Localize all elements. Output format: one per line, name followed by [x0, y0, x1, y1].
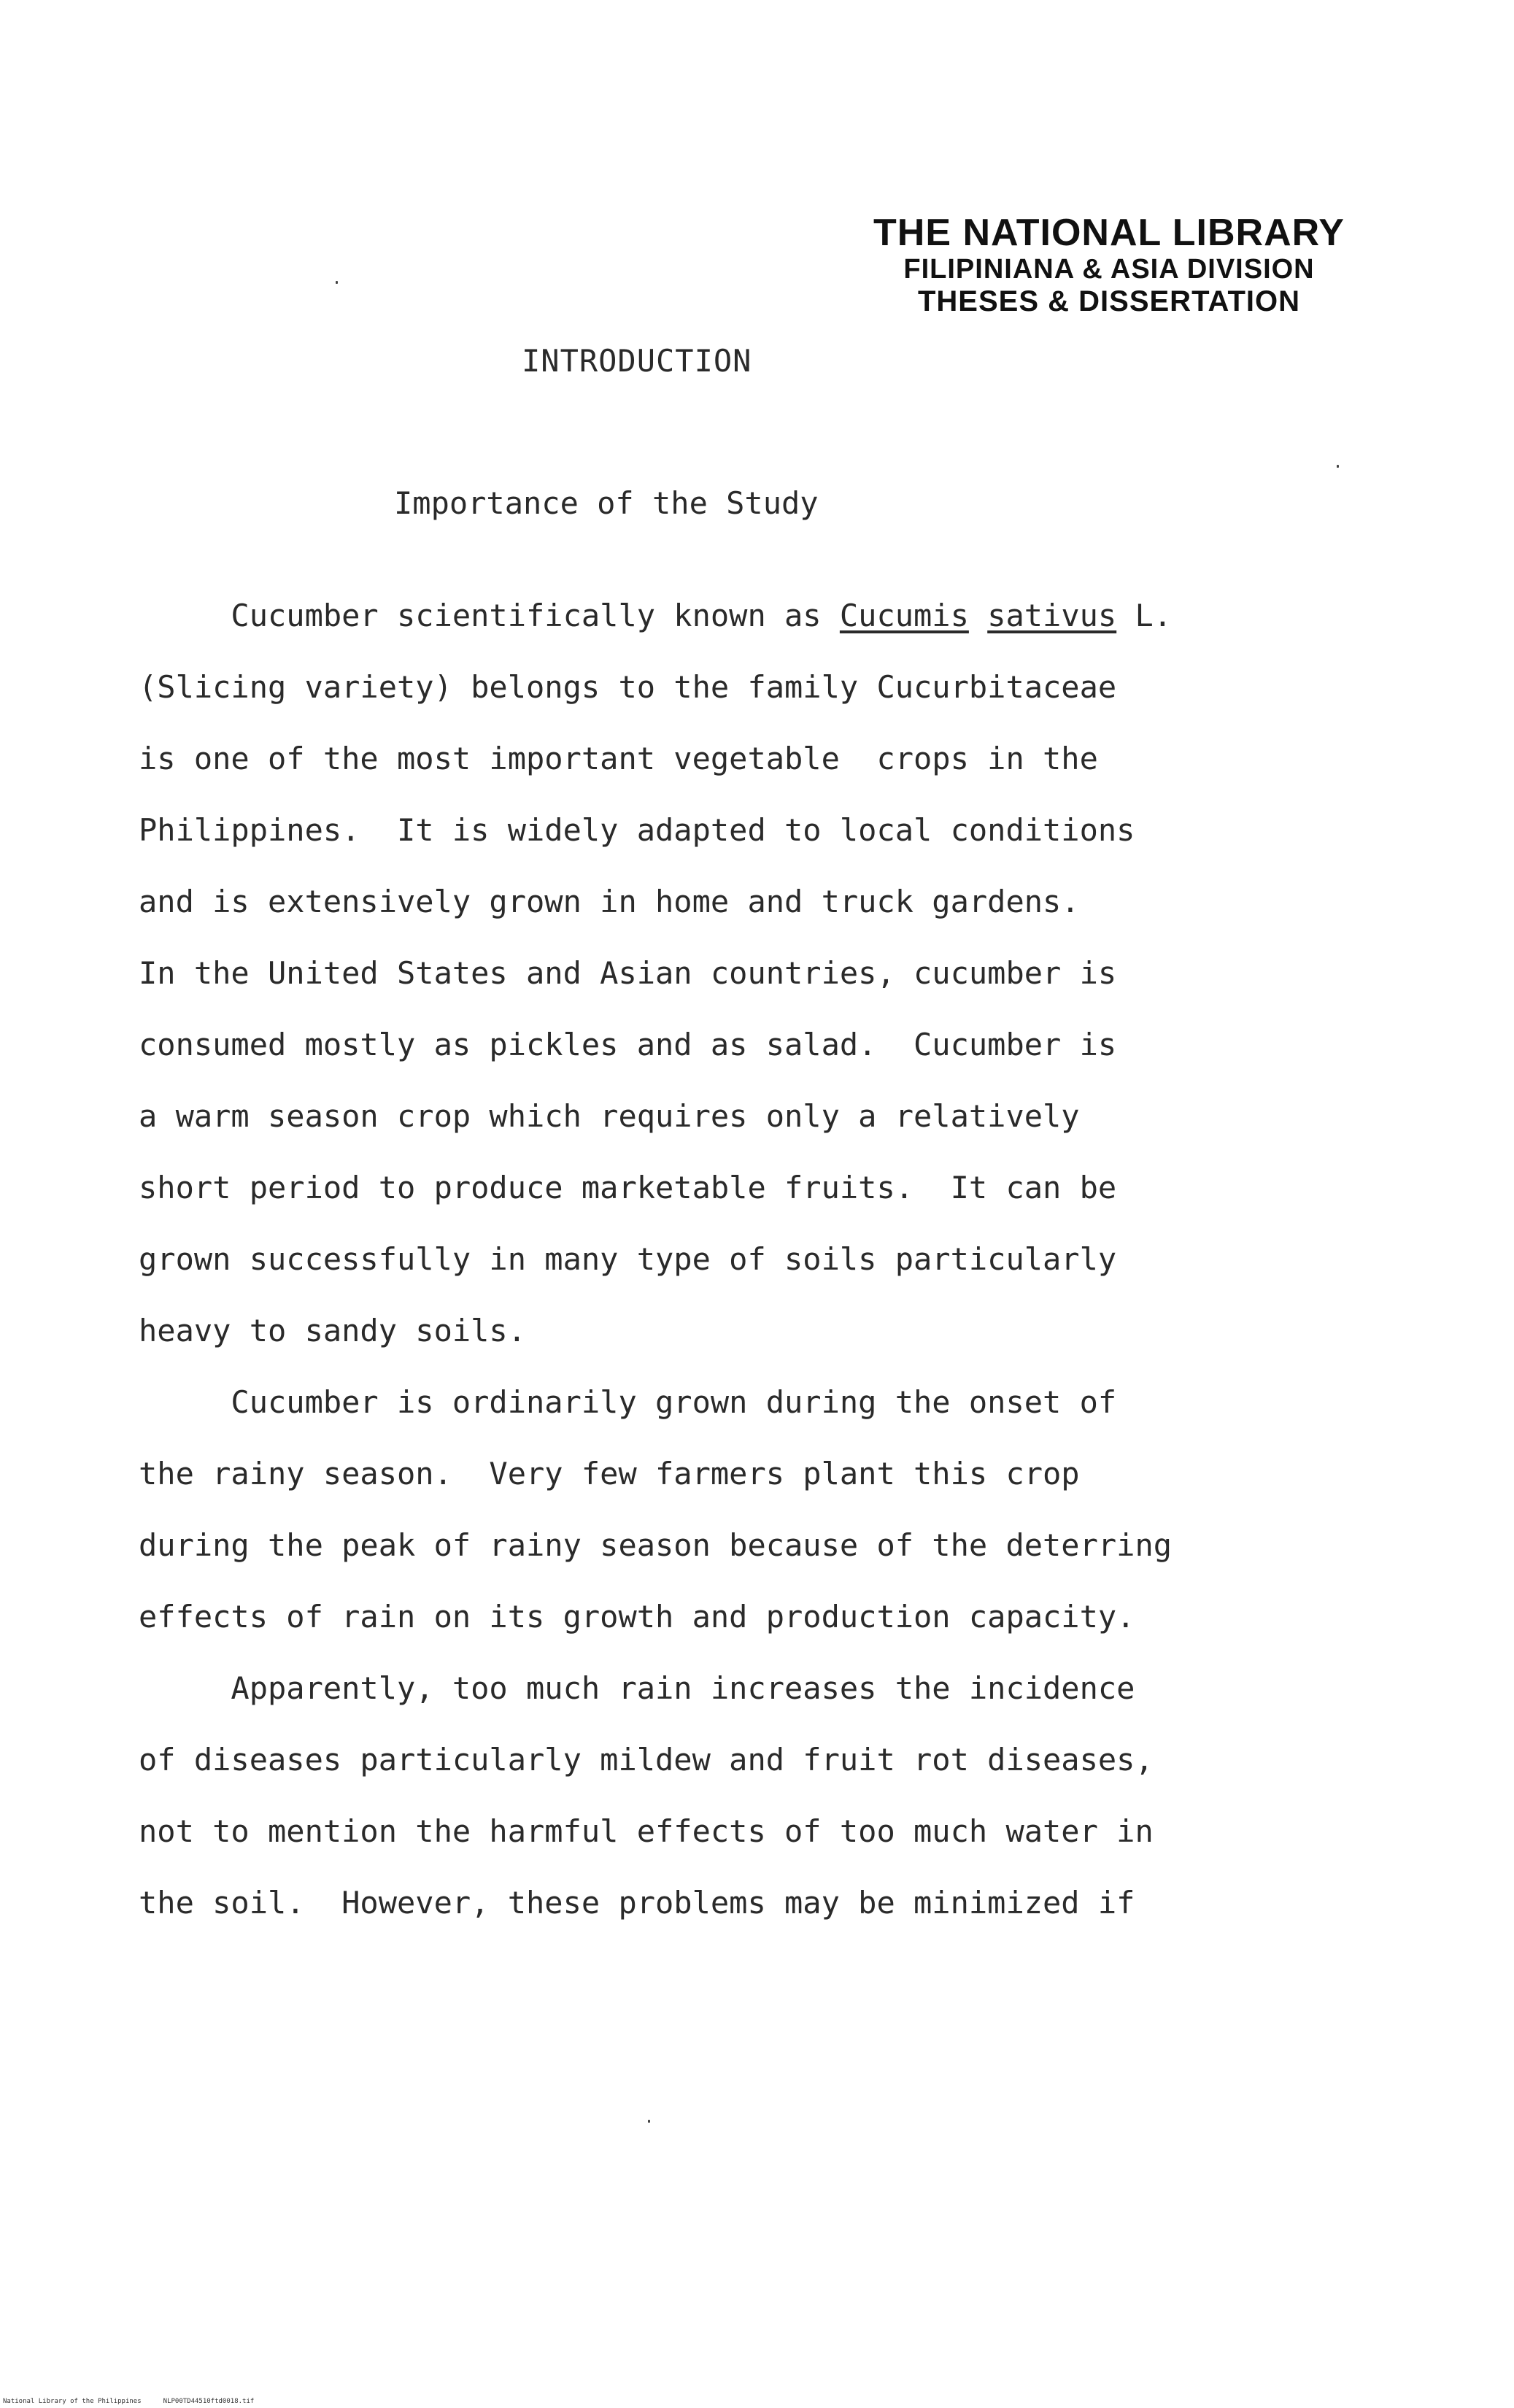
library-stamp	[854, 212, 1364, 318]
text-line: and is extensively grown in home and truck gardens.	[139, 884, 1080, 919]
text-line: Cucumber scientifically known as Cucumis sativus L.	[139, 598, 1173, 633]
body-text	[139, 580, 1364, 1939]
text-line: Apparently, too much rain increases the incidence	[139, 1670, 1135, 1706]
species-epithet: sativus	[987, 598, 1117, 633]
footer-filename: NLP00TD44510ftd0018.tif	[163, 2398, 255, 2405]
text-line: Philippines. It is widely adapted to local conditions	[139, 812, 1135, 848]
text-line: (Slicing variety) belongs to the family Cucurbitaceae	[139, 669, 1117, 705]
text-line: is one of the most important vegetable crops in the	[139, 741, 1098, 776]
text-line: a warm season crop which requires only a relatively	[139, 1098, 1080, 1134]
text-line: effects of rain on its growth and production capacity.	[139, 1599, 1135, 1635]
text-line: Cucumber is ordinarily grown during the onset of	[139, 1384, 1117, 1420]
footer-source: National Library of the Philippines	[3, 2398, 142, 2405]
section-heading: INTRODUCTION	[522, 343, 752, 379]
scan-speck	[1337, 465, 1339, 468]
text-line: the soil. However, these problems may be minimized if	[139, 1885, 1135, 1921]
text-line: not to mention the harmful effects of too much water in	[139, 1813, 1154, 1849]
subsection-heading: Importance of the Study	[394, 485, 819, 521]
scan-speck	[336, 281, 338, 284]
text-line: heavy to sandy soils.	[139, 1313, 527, 1348]
text-line: short period to produce marketable fruits. It can be	[139, 1170, 1117, 1205]
text-line: consumed mostly as pickles and as salad. Cucumber is	[139, 1027, 1117, 1062]
stamp-line-2: FILIPINIANA & ASIA DIVISION	[903, 254, 1315, 285]
stamp-line-1: THE NATIONAL LIBRARY	[873, 212, 1345, 254]
text-line: during the peak of rainy season because of the deterring	[139, 1527, 1173, 1563]
species-author: L.	[1116, 598, 1173, 633]
text-line: of diseases particularly mildew and fruit rot diseases,	[139, 1742, 1154, 1778]
text-line: the rainy season. Very few farmers plant this crop	[139, 1456, 1080, 1492]
text-line: grown successfully in many type of soils particularly	[139, 1241, 1117, 1277]
scan-footer	[3, 2398, 276, 2405]
text-line: In the United States and Asian countries, cucumber is	[139, 955, 1117, 991]
species-genus: Cucumis	[839, 598, 969, 633]
scan-speck	[648, 2120, 650, 2123]
stamp-line-3: THESES & DISSERTATION	[917, 285, 1300, 317]
